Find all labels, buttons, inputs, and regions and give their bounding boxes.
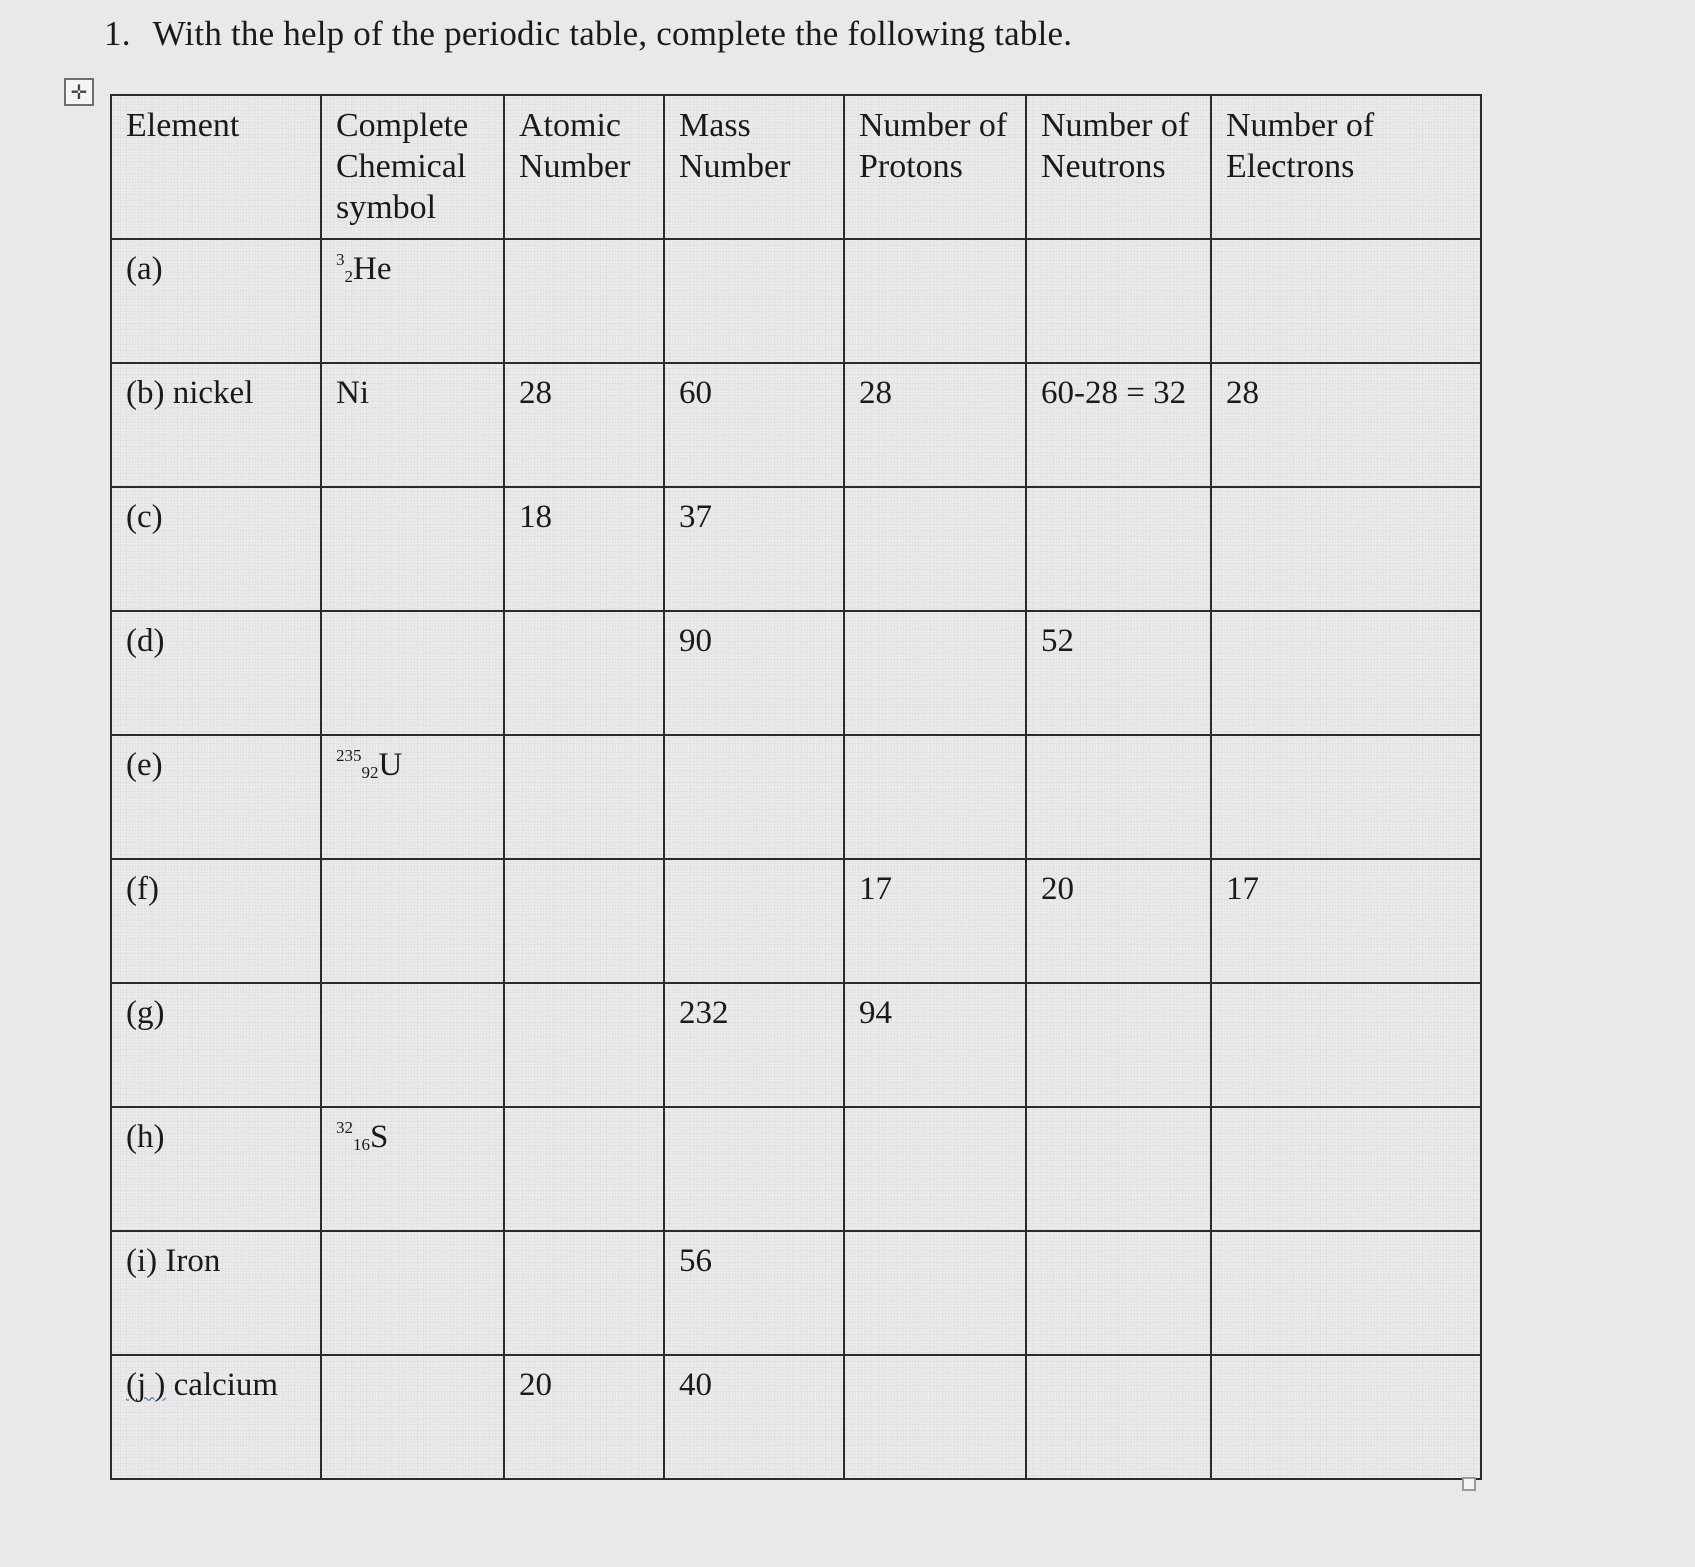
table-row <box>111 983 1481 1107</box>
question-prompt: With the help of the periodic table, complete the following table. <box>152 14 1073 53</box>
cell-atomic-number[interactable] <box>504 1107 664 1231</box>
cell-protons[interactable]: 28 <box>844 363 1026 487</box>
element-prefix: (j ) <box>126 1367 166 1404</box>
cell-mass-number[interactable]: 56 <box>664 1231 844 1355</box>
header-atomic-number: Atomic Number <box>504 95 664 239</box>
cell-symbol[interactable] <box>321 1231 504 1355</box>
cell-electrons[interactable] <box>1211 1355 1481 1479</box>
cell-electrons[interactable] <box>1211 735 1481 859</box>
isotope-symbol: $^3_2$He <box>336 250 392 288</box>
cell-mass-number[interactable] <box>664 1107 844 1231</box>
cell-atomic-number[interactable] <box>504 239 664 363</box>
element-name: calcium <box>173 1367 279 1404</box>
isotope-symbol: $^{32}_{16}$S <box>336 1118 389 1156</box>
cell-electrons[interactable] <box>1211 239 1481 363</box>
cell-element: (b) nickel <box>111 363 321 487</box>
cell-electrons[interactable] <box>1211 1107 1481 1231</box>
cell-atomic-number[interactable]: 18 <box>504 487 664 611</box>
cell-neutrons[interactable] <box>1026 239 1211 363</box>
cell-electrons[interactable]: 28 <box>1211 363 1481 487</box>
table-row <box>111 239 1481 363</box>
cell-element: (h) <box>111 1107 321 1231</box>
cell-neutrons[interactable] <box>1026 1231 1211 1355</box>
cell-neutrons[interactable]: 60-28 = 32 <box>1026 363 1211 487</box>
cell-symbol[interactable] <box>321 735 504 859</box>
cell-protons[interactable]: 94 <box>844 983 1026 1107</box>
cell-atomic-number[interactable] <box>504 735 664 859</box>
cell-symbol[interactable] <box>321 239 504 363</box>
cell-mass-number[interactable]: 37 <box>664 487 844 611</box>
cell-neutrons[interactable] <box>1026 487 1211 611</box>
header-symbol: Complete Chemical symbol <box>321 95 504 239</box>
cell-mass-number[interactable]: 232 <box>664 983 844 1107</box>
cell-neutrons[interactable]: 52 <box>1026 611 1211 735</box>
cell-mass-number[interactable] <box>664 735 844 859</box>
cell-element: (f) <box>111 859 321 983</box>
element-prefix: (i) <box>126 1243 158 1280</box>
table-row <box>111 1231 1481 1355</box>
cell-electrons[interactable] <box>1211 487 1481 611</box>
header-protons: Number of Protons <box>844 95 1026 239</box>
cell-element: (c) <box>111 487 321 611</box>
table-row <box>111 735 1481 859</box>
cell-element: (e) <box>111 735 321 859</box>
table-row <box>111 487 1481 611</box>
isotope-table <box>110 94 1482 1480</box>
table-row <box>111 1355 1481 1479</box>
header-row <box>111 95 1481 239</box>
cell-mass-number[interactable]: 90 <box>664 611 844 735</box>
cell-symbol[interactable] <box>321 983 504 1107</box>
cell-atomic-number[interactable] <box>504 983 664 1107</box>
header-mass-number: Mass Number <box>664 95 844 239</box>
table-row <box>111 611 1481 735</box>
cell-neutrons[interactable] <box>1026 1107 1211 1231</box>
header-neutrons: Number of Neutrons <box>1026 95 1211 239</box>
cell-protons[interactable] <box>844 1231 1026 1355</box>
cell-symbol[interactable]: Ni <box>321 363 504 487</box>
cell-element: (d) <box>111 611 321 735</box>
header-electrons: Number of Electrons <box>1211 95 1481 239</box>
cell-mass-number[interactable] <box>664 859 844 983</box>
cell-symbol[interactable] <box>321 1355 504 1479</box>
cell-element: (g) <box>111 983 321 1107</box>
question-text <box>104 14 1072 54</box>
cell-protons[interactable] <box>844 1107 1026 1231</box>
cell-electrons[interactable] <box>1211 1231 1481 1355</box>
cell-symbol[interactable] <box>321 487 504 611</box>
cell-protons[interactable] <box>844 735 1026 859</box>
cell-neutrons[interactable] <box>1026 735 1211 859</box>
cell-protons[interactable] <box>844 239 1026 363</box>
cell-atomic-number[interactable] <box>504 611 664 735</box>
isotope-symbol: $^{235}_{92}$U <box>336 746 403 784</box>
cell-neutrons[interactable] <box>1026 1355 1211 1479</box>
table-row <box>111 1107 1481 1231</box>
cell-symbol[interactable] <box>321 1107 504 1231</box>
table-row <box>111 859 1481 983</box>
cell-mass-number[interactable]: 40 <box>664 1355 844 1479</box>
table-move-handle-icon[interactable]: ✛ <box>64 78 94 106</box>
cell-atomic-number[interactable] <box>504 1231 664 1355</box>
cell-mass-number[interactable]: 60 <box>664 363 844 487</box>
cell-atomic-number[interactable]: 28 <box>504 363 664 487</box>
cell-protons[interactable] <box>844 487 1026 611</box>
cell-electrons[interactable] <box>1211 983 1481 1107</box>
cell-neutrons[interactable]: 20 <box>1026 859 1211 983</box>
header-element: Element <box>111 95 321 239</box>
cell-element: (a) <box>111 239 321 363</box>
cell-protons[interactable] <box>844 611 1026 735</box>
cell-protons[interactable] <box>844 1355 1026 1479</box>
table-row <box>111 363 1481 487</box>
cell-symbol[interactable] <box>321 611 504 735</box>
cell-mass-number[interactable] <box>664 239 844 363</box>
cell-symbol[interactable] <box>321 859 504 983</box>
cell-atomic-number[interactable]: 20 <box>504 1355 664 1479</box>
question-number: 1. <box>104 14 131 53</box>
cell-element <box>111 1231 321 1355</box>
cell-neutrons[interactable] <box>1026 983 1211 1107</box>
table-resize-handle[interactable] <box>1462 1477 1476 1491</box>
cell-electrons[interactable] <box>1211 611 1481 735</box>
element-name: Iron <box>165 1243 221 1280</box>
cell-element <box>111 1355 321 1479</box>
cell-protons[interactable]: 17 <box>844 859 1026 983</box>
cell-electrons[interactable]: 17 <box>1211 859 1481 983</box>
cell-atomic-number[interactable] <box>504 859 664 983</box>
